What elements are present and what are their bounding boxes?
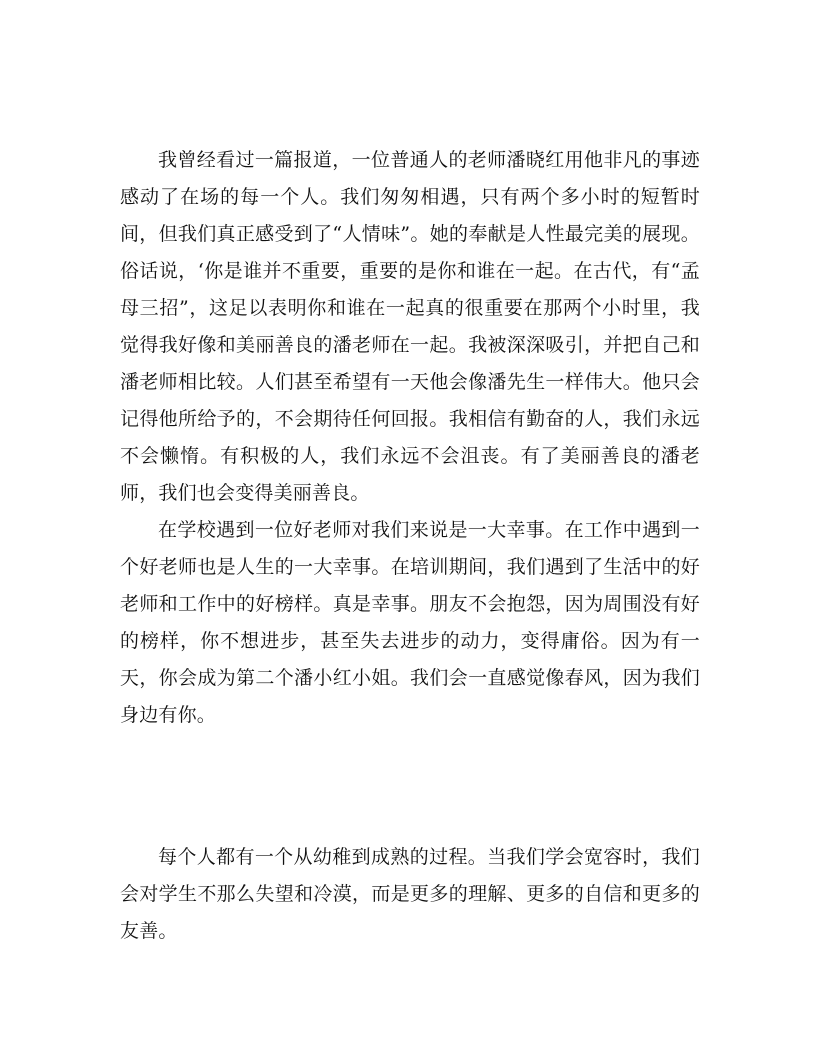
text-block-top xyxy=(120,142,700,734)
text-block-bottom xyxy=(120,839,700,950)
paragraph-2: 在学校遇到一位好老师对我们来说是一大幸事。在工作中遇到一个好老师也是人生的一大幸事。在培训期间，我们遇到了生活中的好老师和工作中的好榜样。真是幸事。朋友不会抱怨，因为周围没有好的榜样，你不想进步，甚至失去进步的动力，变得庸俗。因为有一天，你会成为第二个潘小红小姐。我们会一直感觉像春风，因为我们身边有你。 xyxy=(120,519,700,726)
paragraph-3: 每个人都有一个从幼稚到成熟的过程。当我们学会宽容时，我们会对学生不那么失望和冷漠，而是更多的理解、更多的自信和更多的友善。 xyxy=(120,846,700,942)
paragraph-1: 我曾经看过一篇报道，一位普通人的老师潘晓红用他非凡的事迹感动了在场的每一个人。我们匆匆相遇，只有两个多小时的短暂时间，但我们真正感受到了“人情味”。她的奉献是人性最完美的展现。俗话说，‘你是谁并不重要，重要的是你和谁在一起。在古代，有“孟母三招”，这足以表明你和谁在一起真的很重要在那两个小时里，我觉得我好像和美丽善良的潘老师在一起。我被深深吸引，并把自己和潘老师相比较。人们甚至希望有一天他会像潘先生一样伟大。他只会记得他所给予的，不会期待任何回报。我相信有勤奋的人，我们永远不会懒惰。有积极的人，我们永远不会沮丧。有了美丽善良的潘老师，我们也会变得美丽善良。 xyxy=(120,149,700,504)
